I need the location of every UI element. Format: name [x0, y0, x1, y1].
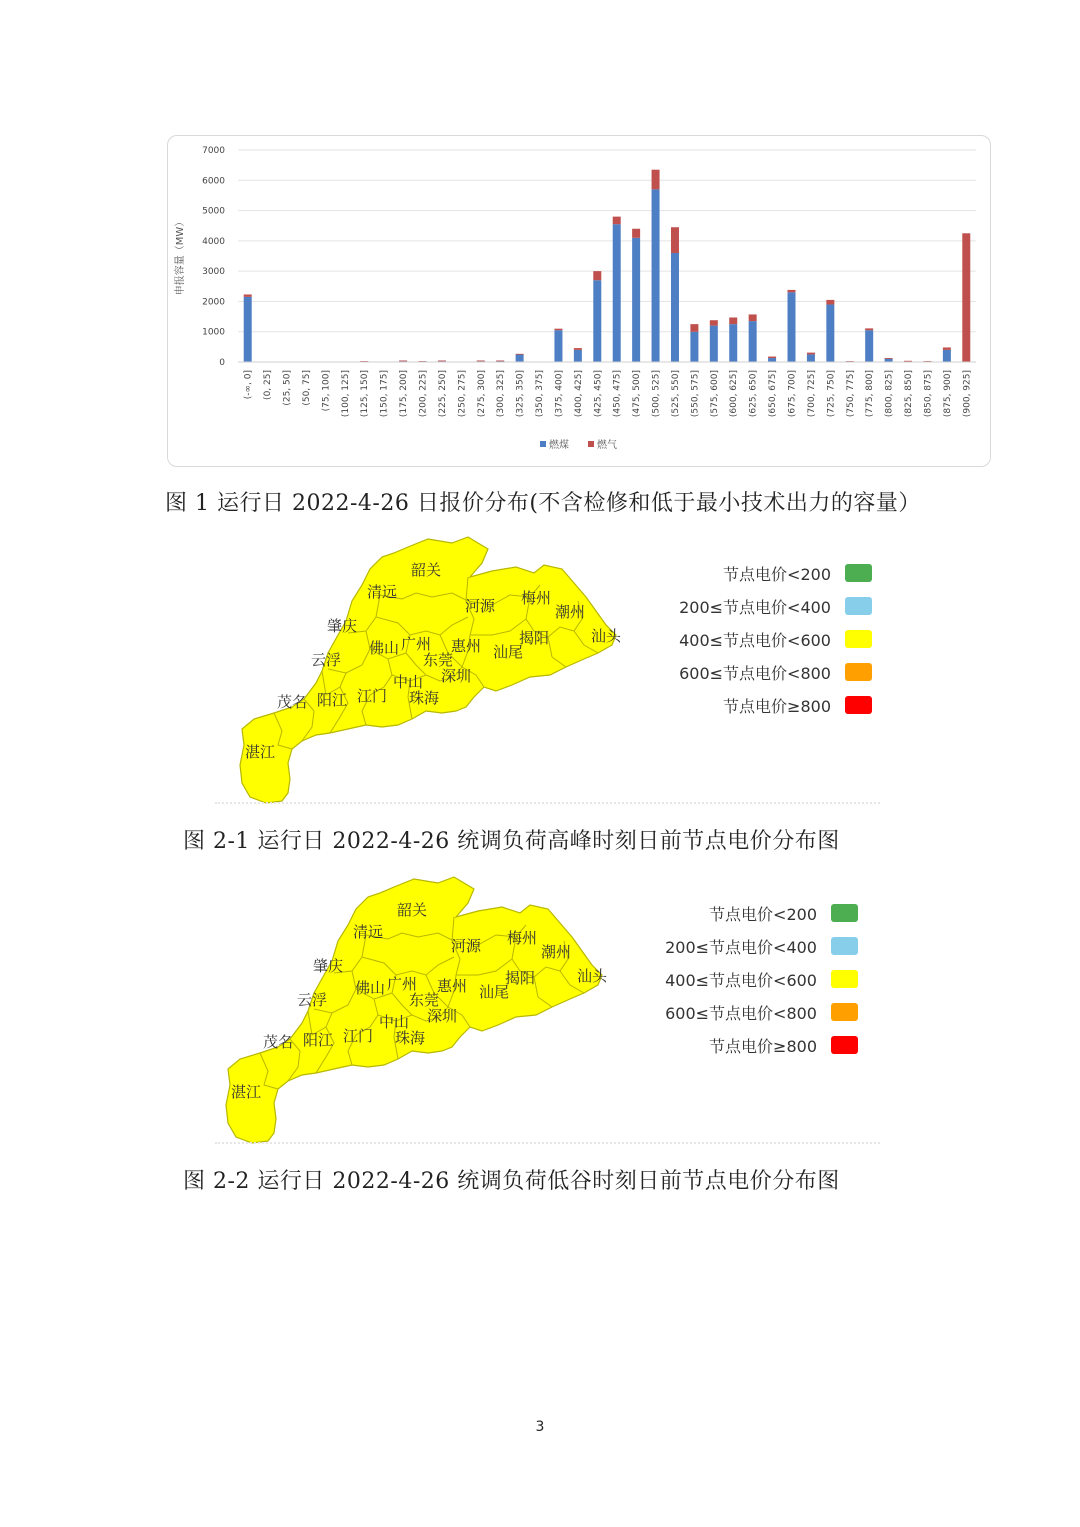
x-tick-label: (525, 550]: [670, 370, 681, 418]
x-tick-label: (875, 900]: [942, 370, 953, 418]
legend-label: 节点电价<200: [709, 904, 817, 924]
y-tick-label: 7000: [202, 146, 225, 156]
x-tick-label: (725, 750]: [826, 370, 837, 418]
y-tick-label: 4000: [202, 236, 225, 247]
x-tick-label: (800, 825]: [884, 370, 895, 418]
bar-segment: [574, 348, 582, 350]
x-tick-label: (125, 150]: [360, 370, 371, 418]
bar-segment: [516, 354, 524, 362]
legend-label: 200≤节点电价<400: [665, 937, 817, 957]
x-tick-label: (425, 450]: [593, 370, 604, 418]
city-label: 珠海: [394, 1029, 426, 1047]
x-tick-label: (850, 875]: [923, 370, 934, 418]
legend-label: 400≤节点电价<600: [665, 970, 817, 990]
page-number: 3: [535, 1419, 545, 1435]
x-tick-label: (225, 250]: [437, 370, 448, 418]
bar-segment: [710, 326, 718, 362]
x-tick-label: (375, 400]: [554, 370, 565, 418]
legend-swatch: [845, 564, 872, 582]
legend-item: [679, 629, 872, 649]
bar-segment: [690, 324, 698, 332]
y-axis-label: 申报容量（MW）: [175, 216, 186, 296]
bar-segment: [438, 360, 446, 361]
bar-segment: [710, 320, 718, 325]
legend-label: 400≤节点电价<600: [679, 630, 831, 650]
x-tick-label: (575, 600]: [709, 370, 720, 418]
y-tick-label: 3000: [202, 267, 225, 278]
city-label: 中山: [378, 1013, 410, 1031]
bar-segment: [690, 332, 698, 362]
city-label: 广州: [386, 975, 418, 993]
city-label: 揭阳: [504, 969, 536, 987]
legend-item: [709, 1035, 858, 1055]
bar-segment: [865, 328, 873, 330]
bar-segment: [826, 300, 834, 305]
legend-label: 燃气: [597, 440, 617, 451]
legend-swatch: [831, 1036, 858, 1054]
x-tick-label: (175, 200]: [399, 370, 410, 418]
legend-label: 200≤节点电价<400: [679, 597, 831, 617]
x-tick-label: (500, 525]: [651, 370, 662, 418]
legend-label: 600≤节点电价<800: [665, 1003, 817, 1023]
city-label: 河源: [464, 597, 496, 615]
city-label: 湛江: [230, 1083, 262, 1101]
y-tick-label: 1000: [202, 327, 225, 338]
x-tick-label: (-∞, 0]: [243, 370, 254, 400]
city-label: 梅州: [506, 929, 538, 947]
legend-swatch: [831, 937, 858, 955]
bar-chart-svg: [168, 136, 990, 466]
bid-distribution-chart: [167, 135, 991, 467]
legend-marker: [588, 441, 594, 447]
bar-segment: [652, 189, 660, 362]
legend-item: [665, 1002, 858, 1022]
bar-segment: [729, 324, 737, 362]
city-label: 江门: [356, 687, 388, 705]
bar-segment: [613, 224, 621, 362]
bar-segment: [788, 290, 796, 292]
bar-segment: [399, 360, 407, 361]
legend-swatch: [845, 696, 872, 714]
bar-segment: [554, 330, 562, 362]
x-tick-label: (475, 500]: [632, 370, 643, 418]
city-label: 湛江: [244, 743, 276, 761]
city-label: 佛山: [354, 979, 386, 997]
bar-segment: [807, 353, 815, 355]
x-tick-label: (275, 300]: [476, 370, 487, 418]
x-tick-label: (0, 25]: [263, 370, 274, 400]
bar-segment: [788, 292, 796, 362]
bar-segment: [516, 354, 524, 355]
city-label: 广州: [400, 635, 432, 653]
city-label: 肇庆: [312, 957, 344, 975]
legend-marker: [540, 441, 546, 447]
city-label: 阳江: [316, 691, 348, 709]
bar-segment: [885, 358, 893, 362]
bar-segment: [593, 280, 601, 362]
city-label: 江门: [342, 1027, 374, 1045]
x-tick-label: (400, 425]: [573, 370, 584, 418]
bar-segment: [671, 227, 679, 253]
city-label: 潮州: [554, 603, 586, 621]
bar-segment: [729, 317, 737, 324]
map-divider: [215, 1142, 880, 1144]
bar-segment: [593, 271, 601, 280]
bar-segment: [496, 360, 504, 361]
bar-segment: [554, 329, 562, 331]
x-tick-label: (775, 800]: [865, 370, 876, 418]
city-label: 汕尾: [492, 643, 524, 661]
city-label: 茂名: [262, 1033, 294, 1051]
city-label: 茂名: [276, 693, 308, 711]
bar-segment: [943, 347, 951, 349]
bar-segment: [574, 350, 582, 362]
x-tick-label: (350, 375]: [535, 370, 546, 418]
city-label: 东莞: [408, 991, 440, 1009]
legend-label: 节点电价≥800: [723, 696, 831, 716]
y-tick-label: 0: [219, 358, 225, 368]
legend-item: [679, 596, 872, 616]
city-label: 阳江: [302, 1031, 334, 1049]
y-tick-label: 5000: [202, 206, 225, 217]
figure-2-2-caption: 图 2-2 运行日 2022-4-26 统调负荷低谷时刻日前节点电价分布图: [183, 1169, 840, 1194]
peak-price-map: [230, 535, 630, 810]
x-tick-label: (325, 350]: [515, 370, 526, 418]
bar-segment: [632, 238, 640, 362]
x-tick-label: (750, 775]: [845, 370, 856, 418]
x-tick-label: (600, 625]: [729, 370, 740, 418]
legend-item: [709, 903, 858, 923]
legend-label: 600≤节点电价<800: [679, 663, 831, 683]
legend-label: 节点电价<200: [723, 564, 831, 584]
city-label: 韶关: [396, 901, 428, 919]
x-tick-label: (200, 225]: [418, 370, 429, 418]
bar-segment: [807, 354, 815, 362]
city-label: 云浮: [296, 991, 328, 1009]
bar-segment: [826, 304, 834, 362]
city-label: 汕头: [590, 627, 622, 645]
x-tick-label: (825, 850]: [904, 370, 915, 418]
city-label: 惠州: [436, 977, 468, 995]
legend-item: [679, 662, 872, 682]
figure-2-1-caption: 图 2-1 运行日 2022-4-26 统调负荷高峰时刻日前节点电价分布图: [183, 829, 840, 854]
bar-segment: [904, 361, 912, 362]
city-label: 云浮: [310, 651, 342, 669]
legend-item: [723, 563, 872, 583]
city-label: 佛山: [368, 639, 400, 657]
x-tick-label: (550, 575]: [690, 370, 701, 418]
bar-segment: [749, 321, 757, 362]
y-tick-label: 6000: [202, 176, 225, 187]
x-tick-label: (700, 725]: [806, 370, 817, 418]
legend-item: [723, 695, 872, 715]
x-tick-label: (450, 475]: [612, 370, 623, 418]
x-tick-label: (75, 100]: [321, 370, 332, 412]
city-label: 东莞: [422, 651, 454, 669]
legend-swatch: [831, 970, 858, 988]
city-label: 潮州: [540, 943, 572, 961]
city-label: 珠海: [408, 689, 440, 707]
city-label: 肇庆: [326, 617, 358, 635]
peak-map-legend: [640, 563, 872, 723]
bar-segment: [632, 229, 640, 238]
x-tick-label: (150, 175]: [379, 370, 390, 418]
legend-swatch: [831, 1003, 858, 1021]
bar-segment: [613, 217, 621, 225]
city-label: 揭阳: [518, 629, 550, 647]
bar-segment: [943, 350, 951, 362]
legend-label: 节点电价≥800: [709, 1036, 817, 1056]
legend-item: [665, 936, 858, 956]
x-tick-label: (900, 925]: [962, 370, 973, 418]
bar-segment: [749, 314, 757, 321]
x-tick-label: (300, 325]: [496, 370, 507, 418]
bar-segment: [962, 233, 970, 362]
bar-segment: [671, 253, 679, 362]
legend-swatch: [845, 663, 872, 681]
legend-label: 燃煤: [549, 440, 569, 451]
legend-swatch: [831, 904, 858, 922]
x-tick-label: (50, 75]: [301, 370, 312, 406]
city-label: 汕头: [576, 967, 608, 985]
bar-segment: [885, 358, 893, 359]
city-label: 深圳: [426, 1007, 458, 1025]
guangdong-map-peak: [230, 535, 630, 810]
x-tick-label: (650, 675]: [768, 370, 779, 418]
x-tick-label: (25, 50]: [282, 370, 293, 406]
legend-item: [665, 969, 858, 989]
city-label: 深圳: [440, 667, 472, 685]
valley-map-legend: [626, 903, 858, 1063]
x-tick-label: (675, 700]: [787, 370, 798, 418]
bar-segment: [768, 358, 776, 362]
bar-segment: [477, 360, 485, 361]
bar-segment: [244, 294, 252, 296]
bar-segment: [768, 357, 776, 359]
valley-price-map: [216, 875, 616, 1150]
y-tick-label: 2000: [202, 297, 225, 308]
city-label: 惠州: [450, 637, 482, 655]
figure-1-caption: 图 1 运行日 2022-4-26 日报价分布(不含检修和低于最小技术出力的容量）: [165, 491, 921, 516]
city-label: 清远: [366, 583, 398, 601]
legend-swatch: [845, 630, 872, 648]
city-label: 清远: [352, 923, 384, 941]
bar-segment: [652, 170, 660, 190]
x-tick-label: (100, 125]: [340, 370, 351, 418]
city-label: 梅州: [520, 589, 552, 607]
city-label: 汕尾: [478, 983, 510, 1001]
city-label: 韶关: [410, 561, 442, 579]
city-label: 河源: [450, 937, 482, 955]
bar-segment: [865, 330, 873, 362]
city-label: 中山: [392, 673, 424, 691]
x-tick-label: (625, 650]: [748, 370, 759, 418]
legend-swatch: [845, 597, 872, 615]
bar-segment: [244, 297, 252, 362]
x-tick-label: (250, 275]: [457, 370, 468, 418]
map-divider: [215, 802, 880, 804]
guangdong-map-valley: [216, 875, 616, 1150]
